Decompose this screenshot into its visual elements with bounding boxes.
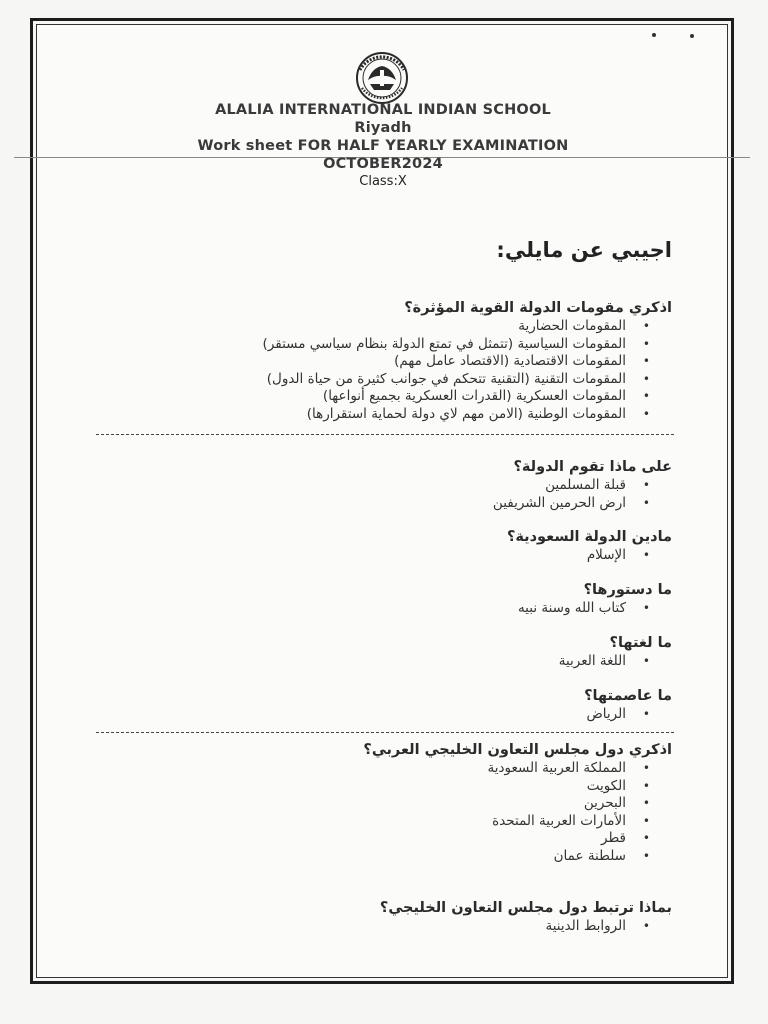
answer-item: • الأمارات العربية المتحدة	[363, 813, 672, 831]
answer-list	[584, 706, 672, 724]
question-section	[507, 527, 672, 565]
scan-speck	[690, 34, 694, 38]
answer-item: • قبلة المسلمين	[493, 477, 672, 495]
question-text: مادين الدولة السعودية؟	[506, 529, 672, 545]
answer-item: • المقومات الوطنية (الامن مهم لاي دولة لحماية استقرارها)	[263, 406, 672, 424]
question-section	[584, 686, 672, 724]
school-city: Riyadh	[354, 120, 412, 136]
answer-list	[507, 547, 672, 565]
question-section	[493, 457, 672, 512]
answer-item: • الرياض	[584, 706, 672, 724]
answer-item: • المقومات الاقتصادية (الاقتصاد عامل مهم)	[263, 353, 672, 371]
question-section	[263, 298, 672, 424]
answer-item: • قطر	[363, 830, 672, 848]
answer-item: • المقومات الحضارية	[263, 318, 672, 336]
answer-item: • المملكة العربية السعودية	[363, 760, 672, 778]
answer-item: • الروابط الدينية	[380, 918, 672, 936]
question-text: ما دستورها؟	[583, 582, 672, 598]
question-text: اذكري مقومات الدولة القوية المؤثرة؟	[404, 300, 672, 316]
answer-item: • الإسلام	[507, 547, 672, 565]
exam-date: OCTOBER2024	[323, 156, 443, 172]
question-section	[518, 580, 672, 618]
answer-list	[559, 653, 672, 671]
question-section	[380, 898, 672, 936]
dashed-divider	[96, 434, 674, 435]
class-label: Class:X	[359, 174, 407, 189]
answer-item: • سلطنة عمان	[363, 848, 672, 866]
answer-item: • الكويت	[363, 778, 672, 796]
answer-item: • البحرين	[363, 795, 672, 813]
answer-list	[263, 318, 672, 424]
answer-list	[363, 760, 672, 866]
answer-item: • اللغة العربية	[559, 653, 672, 671]
answer-list	[493, 477, 672, 512]
question-text: على ماذا تقوم الدولة؟	[513, 459, 672, 475]
answer-item: • المقومات التقنية (التقنية تتحكم في جوانب كثيرة من حياة الدول)	[263, 371, 672, 389]
scan-speck	[652, 33, 656, 37]
question-section	[363, 740, 672, 866]
question-text: بماذا ترتبط دول مجلس التعاون الخليجي؟	[379, 900, 672, 916]
question-section	[559, 633, 672, 671]
worksheet-header	[160, 101, 606, 190]
instruction-heading: اجيبي عن مايلي:	[496, 238, 672, 262]
worksheet-title: Work sheet FOR HALF YEARLY EXAMINATION	[197, 138, 569, 154]
school-emblem-logo	[346, 50, 418, 106]
question-text: ما عاصمتها؟	[584, 688, 672, 704]
question-text: ما لغتها؟	[609, 635, 672, 651]
answer-list	[518, 600, 672, 618]
answer-item: • المقومات العسكرية (القدرات العسكرية بجميع أنواعها)	[263, 388, 672, 406]
dashed-divider	[96, 732, 674, 733]
answer-list	[380, 918, 672, 936]
answer-item: • كتاب الله وسنة نبيه	[518, 600, 672, 618]
school-name: ALALIA INTERNATIONAL INDIAN SCHOOL	[215, 102, 551, 118]
answer-item: • ارض الحرمين الشريفين	[493, 495, 672, 513]
question-text: اذكري دول مجلس التعاون الخليجي العربي؟	[363, 742, 672, 758]
answer-item: • المقومات السياسية (تتمثل في تمتع الدولة بنظام سياسي مستقر)	[263, 336, 672, 354]
